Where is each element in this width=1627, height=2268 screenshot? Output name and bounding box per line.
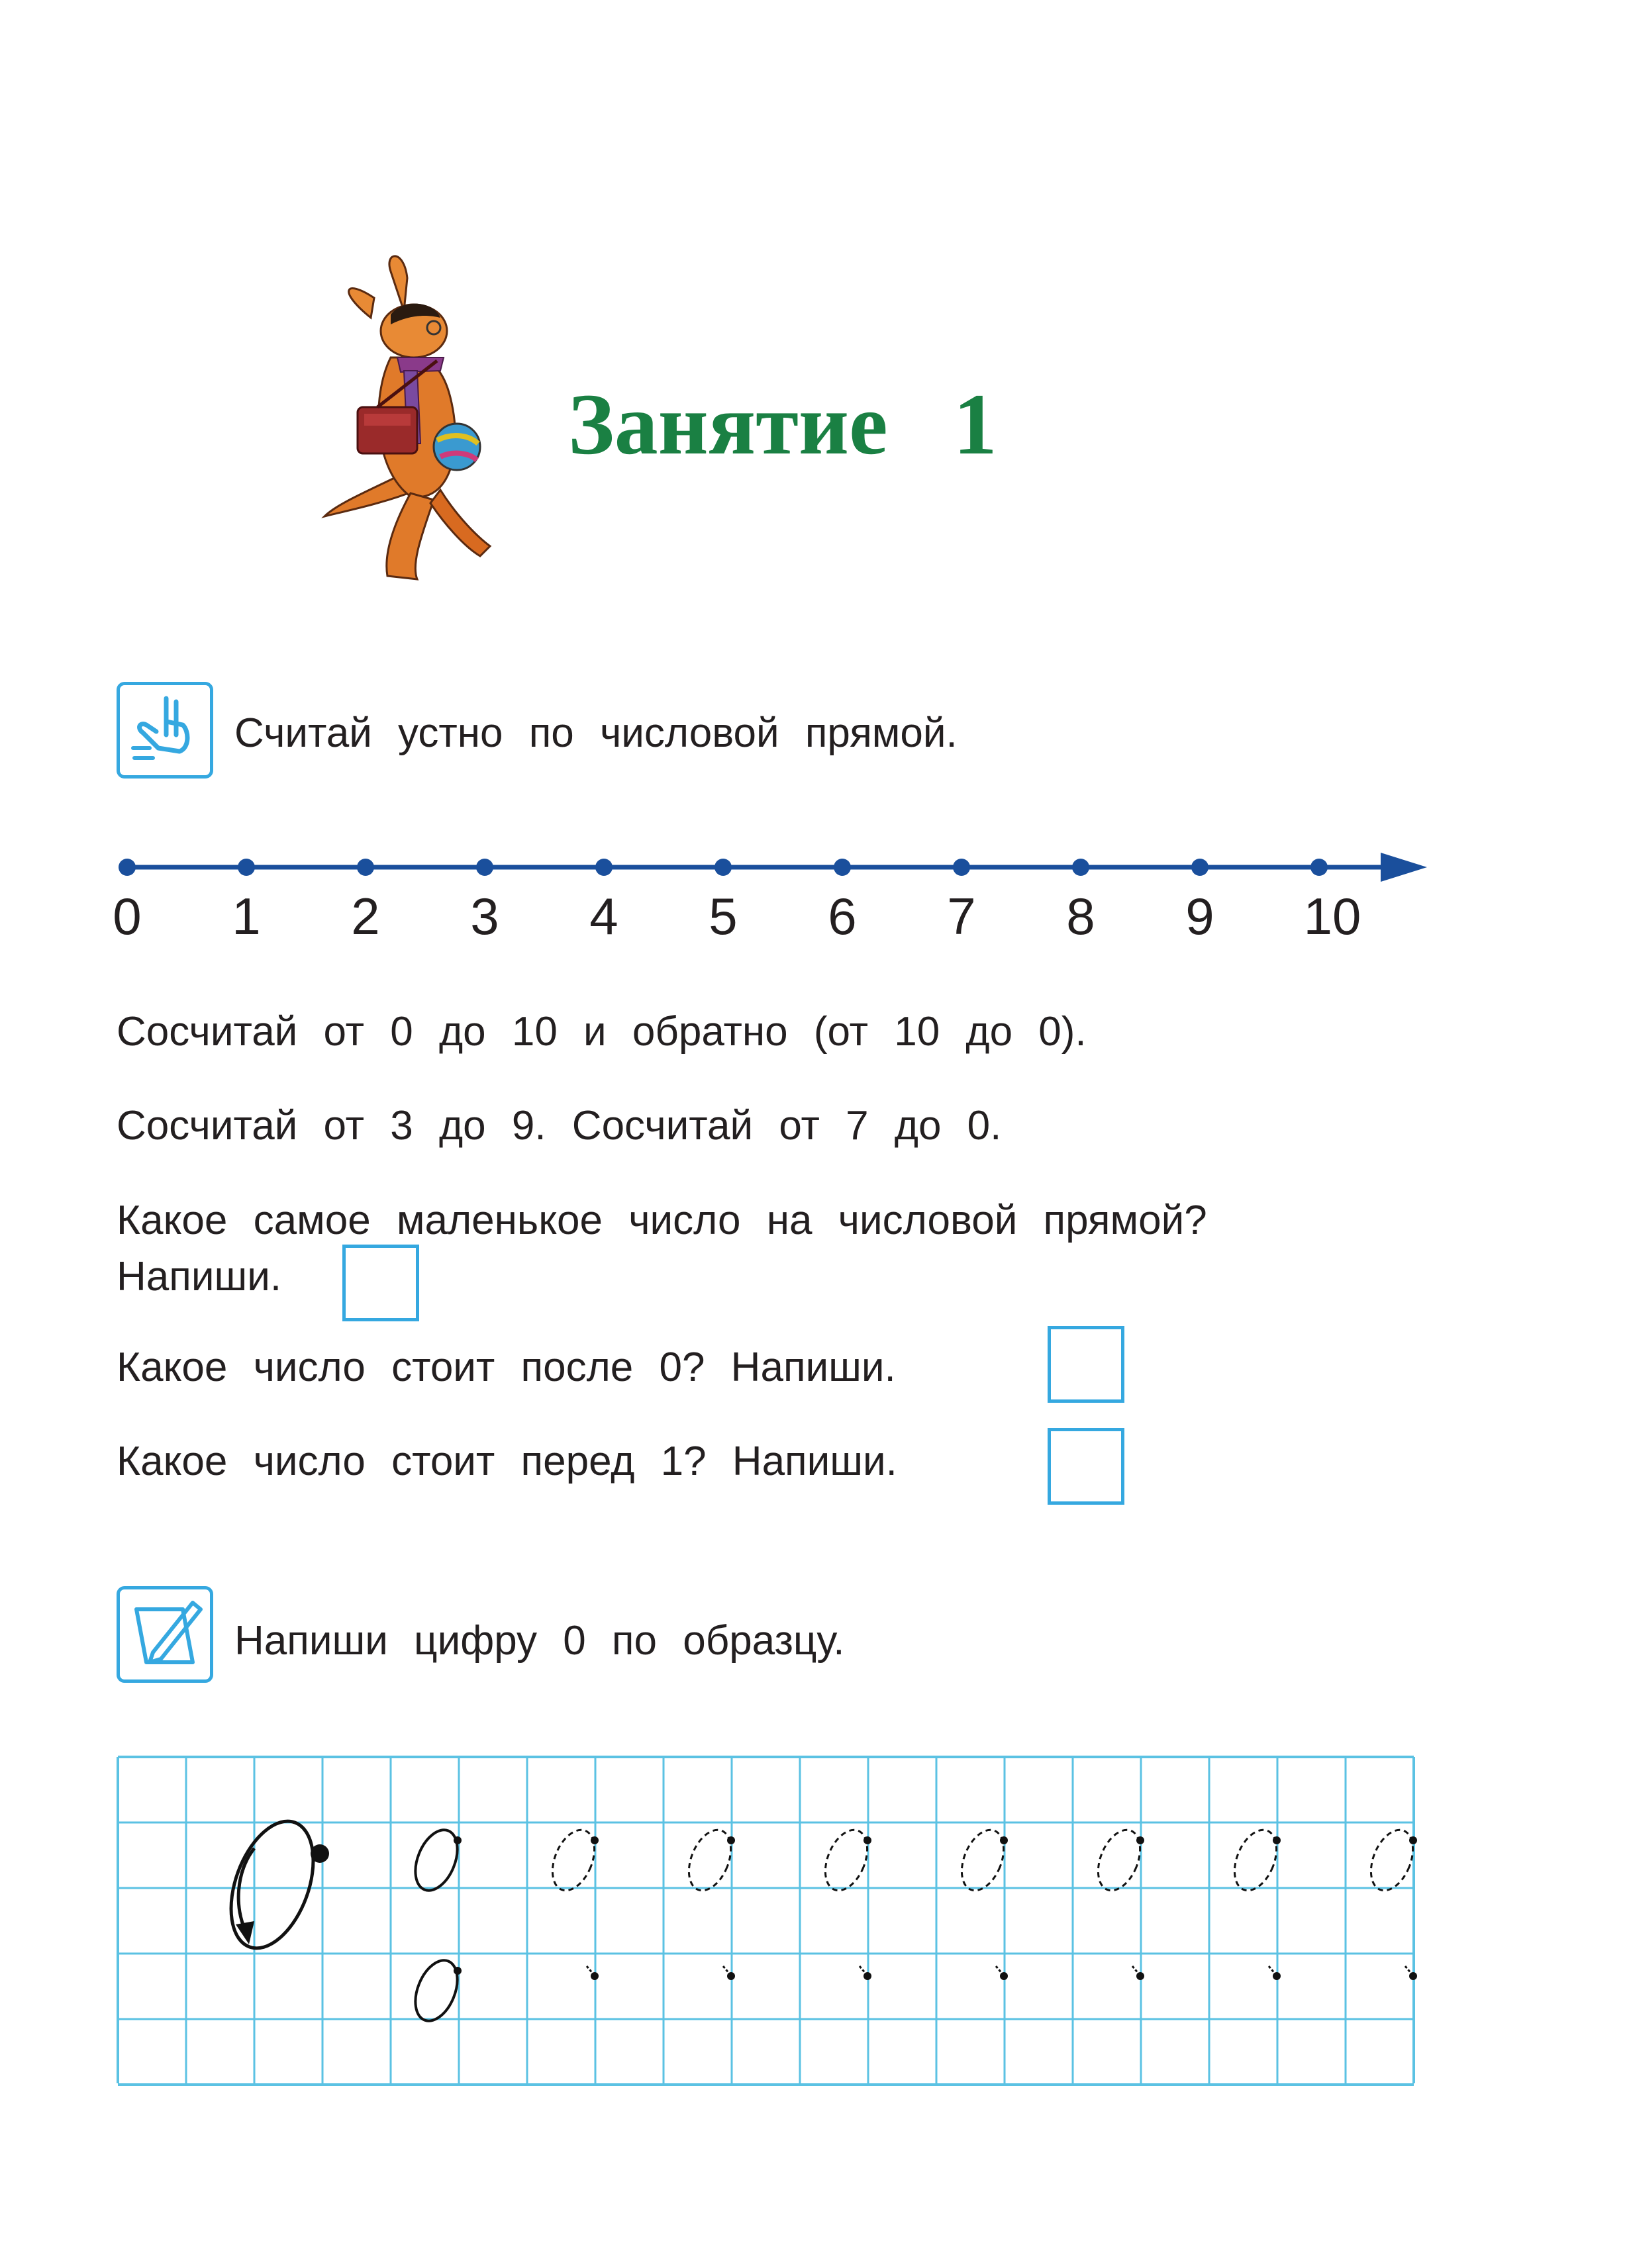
question-after-zero: Какое число стоит после 0? Напиши. bbox=[117, 1345, 896, 1390]
counting-hand-icon bbox=[117, 682, 213, 779]
number-line-point-7 bbox=[953, 859, 970, 876]
number-line-arrowhead bbox=[1381, 853, 1427, 882]
traceable-zero bbox=[1363, 1824, 1421, 1897]
number-line-label-5: 5 bbox=[709, 887, 738, 945]
number-line-label-4: 4 bbox=[589, 887, 618, 945]
task1-instruction: Считай устно по числовой прямой. bbox=[234, 710, 958, 756]
start-dot bbox=[863, 1972, 871, 1980]
answer-box-smallest[interactable] bbox=[342, 1245, 419, 1321]
number-line-point-9 bbox=[1191, 859, 1208, 876]
number-line-label-2: 2 bbox=[351, 887, 380, 945]
lesson-title: Занятие 1 bbox=[568, 375, 997, 473]
question-count-forward-back: Сосчитай от 0 до 10 и обратно (от 10 до 0). bbox=[117, 1009, 1087, 1055]
number-line-label-0: 0 bbox=[113, 887, 142, 945]
number-line-point-5 bbox=[715, 859, 732, 876]
number-line-label-7: 7 bbox=[947, 887, 976, 945]
traceable-zero bbox=[817, 1824, 875, 1897]
question-count-ranges: Сосчитай от 3 до 9. Сосчитай от 7 до 0. bbox=[117, 1103, 1002, 1149]
number-line-label-3: 3 bbox=[470, 887, 499, 945]
question-smallest-line1: Какое самое маленькое число на числовой прямой? bbox=[117, 1198, 1207, 1243]
number-line-point-0 bbox=[119, 859, 136, 876]
number-line-point-10 bbox=[1310, 859, 1328, 876]
number-line-point-8 bbox=[1072, 859, 1089, 876]
start-dot bbox=[1273, 1972, 1281, 1980]
number-line-label-8: 8 bbox=[1066, 887, 1095, 945]
sample-zero bbox=[407, 1824, 466, 1897]
number-line-label-10: 10 bbox=[1303, 887, 1361, 945]
number-line-label-1: 1 bbox=[232, 887, 261, 945]
number-line-label-6: 6 bbox=[828, 887, 857, 945]
question-before-one: Какое число стоит перед 1? Напиши. bbox=[117, 1439, 897, 1484]
answer-box-after-zero[interactable] bbox=[1048, 1326, 1124, 1403]
answer-box-before-one[interactable] bbox=[1048, 1428, 1124, 1505]
traceable-zero bbox=[954, 1824, 1012, 1897]
number-line-point-3 bbox=[476, 859, 493, 876]
number-line-point-4 bbox=[595, 859, 613, 876]
traceable-zero bbox=[681, 1824, 739, 1897]
start-dot bbox=[591, 1972, 599, 1980]
pencil-paper-icon bbox=[117, 1586, 213, 1683]
start-dot bbox=[727, 1972, 735, 1980]
number-line-point-6 bbox=[834, 859, 851, 876]
number-line-label-9: 9 bbox=[1185, 887, 1214, 945]
start-dot bbox=[1000, 1972, 1008, 1980]
sample-zero-with-arrow bbox=[215, 1810, 329, 1960]
number-line bbox=[99, 841, 1457, 947]
number-line-point-2 bbox=[357, 859, 374, 876]
start-dot bbox=[1409, 1972, 1417, 1980]
question-smallest-line2: Напиши. bbox=[117, 1254, 282, 1299]
task2-instruction: Напиши цифру 0 по образцу. bbox=[234, 1618, 845, 1664]
sample-zero bbox=[407, 1954, 466, 2027]
traceable-zero bbox=[544, 1824, 603, 1897]
traceable-zero bbox=[1090, 1824, 1148, 1897]
start-dot bbox=[1136, 1972, 1144, 1980]
number-line-point-1 bbox=[238, 859, 255, 876]
kangaroo-mascot-illustration bbox=[311, 252, 510, 589]
writing-practice-grid[interactable] bbox=[117, 1756, 1421, 2087]
traceable-zero bbox=[1226, 1824, 1285, 1897]
